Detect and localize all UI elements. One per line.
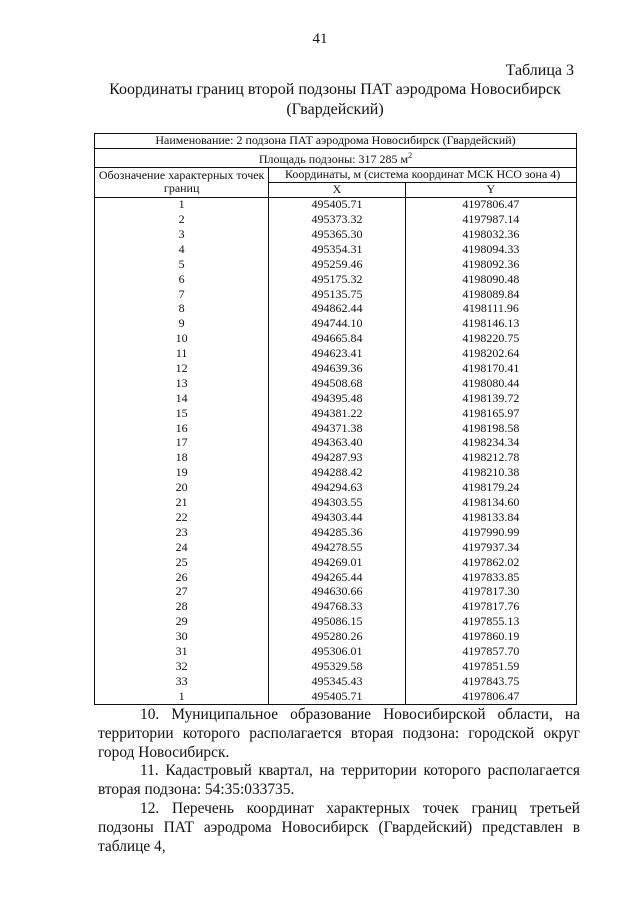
point-number-cell: 19 <box>95 466 269 481</box>
y-coordinate-cell: 4197857.70 <box>405 644 576 659</box>
x-coordinate-cell: 494303.55 <box>269 495 405 510</box>
point-number-cell: 3 <box>95 227 269 242</box>
y-coordinate-cell: 4198146.13 <box>405 317 576 332</box>
table-row <box>95 466 577 481</box>
point-number-cell: 5 <box>95 257 269 272</box>
table-row <box>95 481 577 496</box>
point-number-cell: 1 <box>95 197 269 212</box>
point-number-cell: 24 <box>95 540 269 555</box>
point-number-cell: 4 <box>95 242 269 257</box>
y-coordinate-cell: 4198212.78 <box>405 451 576 466</box>
table-row <box>95 659 577 674</box>
paragraph-12-text: 12. Перечень координат характерных точек границ третьей подзоны ПАТ аэродрома Новосибирск (Гвардейский) представлен в таблице 4, <box>98 800 580 855</box>
point-number-cell: 26 <box>95 570 269 585</box>
x-coordinate-cell: 494278.55 <box>269 540 405 555</box>
table-row <box>95 302 577 317</box>
x-coordinate-cell: 494744.10 <box>269 317 405 332</box>
y-coordinate-cell: 4197862.02 <box>405 555 576 570</box>
x-coordinate-cell: 494363.40 <box>269 436 405 451</box>
table-row <box>95 689 577 704</box>
x-coordinate-cell: 494294.63 <box>269 481 405 496</box>
x-coordinate-cell: 495280.26 <box>269 629 405 644</box>
paragraph-12 <box>98 799 580 856</box>
x-coordinate-cell: 495175.32 <box>269 272 405 287</box>
table-row <box>95 436 577 451</box>
table-row <box>95 272 577 287</box>
point-number-cell: 16 <box>95 421 269 436</box>
y-coordinate-cell: 4198198.58 <box>405 421 576 436</box>
table-row <box>95 317 577 332</box>
x-coordinate-cell: 495373.32 <box>269 212 405 227</box>
x-coordinate-cell: 494862.44 <box>269 302 405 317</box>
table-row <box>95 615 577 630</box>
table-row <box>95 347 577 362</box>
point-number-cell: 6 <box>95 272 269 287</box>
point-number-cell: 14 <box>95 391 269 406</box>
table-row <box>95 629 577 644</box>
table-area-text: Площадь подзоны: 317 285 м <box>258 152 409 166</box>
point-number-cell: 8 <box>95 302 269 317</box>
column-header-points: Обозначение характерных точек границ <box>95 167 269 197</box>
document-title: Координаты границ второй подзоны ПАТ аэродрома Новосибирск (Гвардейский) <box>109 81 561 118</box>
table-row <box>95 406 577 421</box>
x-coordinate-cell: 495086.15 <box>269 615 405 630</box>
x-coordinate-cell: 494265.44 <box>269 570 405 585</box>
point-number-cell: 17 <box>95 436 269 451</box>
x-coordinate-cell: 494508.68 <box>269 376 405 391</box>
x-coordinate-cell: 494623.41 <box>269 347 405 362</box>
point-number-cell: 29 <box>95 615 269 630</box>
point-number-cell: 23 <box>95 525 269 540</box>
point-number-cell: 9 <box>95 317 269 332</box>
x-coordinate-cell: 495405.71 <box>269 689 405 704</box>
y-coordinate-cell: 4197937.34 <box>405 540 576 555</box>
y-coordinate-cell: 4197990.99 <box>405 525 576 540</box>
y-coordinate-cell: 4198032.36 <box>405 227 576 242</box>
point-number-cell: 15 <box>95 406 269 421</box>
point-number-cell: 10 <box>95 332 269 347</box>
x-coordinate-cell: 494381.22 <box>269 406 405 421</box>
y-coordinate-cell: 4198080.44 <box>405 376 576 391</box>
x-coordinate-cell: 495365.30 <box>269 227 405 242</box>
column-header-x: X <box>269 182 405 197</box>
table-row <box>95 585 577 600</box>
y-coordinate-cell: 4197987.14 <box>405 212 576 227</box>
x-coordinate-cell: 494371.38 <box>269 421 405 436</box>
table-row <box>95 525 577 540</box>
x-coordinate-cell: 494287.93 <box>269 451 405 466</box>
x-coordinate-cell: 495306.01 <box>269 644 405 659</box>
y-coordinate-cell: 4197806.47 <box>405 197 576 212</box>
y-coordinate-cell: 4198165.97 <box>405 406 576 421</box>
x-coordinate-cell: 495405.71 <box>269 197 405 212</box>
x-coordinate-cell: 494285.36 <box>269 525 405 540</box>
point-number-cell: 1 <box>95 689 269 704</box>
y-coordinate-cell: 4197817.76 <box>405 600 576 615</box>
table-name-cell: Наименование: 2 подзона ПАТ аэродрома Новосибирск (Гвардейский) <box>95 134 577 149</box>
x-coordinate-cell: 494639.36 <box>269 361 405 376</box>
y-coordinate-cell: 4198134.60 <box>405 495 576 510</box>
page-number: 41 <box>312 31 328 47</box>
point-number-cell: 13 <box>95 376 269 391</box>
table-row <box>95 600 577 615</box>
table-label: Таблица 3 <box>505 62 574 79</box>
point-number-cell: 22 <box>95 510 269 525</box>
table-row <box>95 332 577 347</box>
table-row <box>95 421 577 436</box>
y-coordinate-cell: 4198220.75 <box>405 332 576 347</box>
y-coordinate-cell: 4198170.41 <box>405 361 576 376</box>
y-coordinate-cell: 4197843.75 <box>405 674 576 689</box>
table-row <box>95 376 577 391</box>
y-coordinate-cell: 4198092.36 <box>405 257 576 272</box>
y-coordinate-cell: 4198139.72 <box>405 391 576 406</box>
x-coordinate-cell: 494630.66 <box>269 585 405 600</box>
point-number-cell: 18 <box>95 451 269 466</box>
y-coordinate-cell: 4197851.59 <box>405 659 576 674</box>
point-number-cell: 20 <box>95 481 269 496</box>
table-row <box>95 391 577 406</box>
point-number-cell: 21 <box>95 495 269 510</box>
x-coordinate-cell: 495329.58 <box>269 659 405 674</box>
x-coordinate-cell: 495345.43 <box>269 674 405 689</box>
table-row <box>95 644 577 659</box>
y-coordinate-cell: 4197806.47 <box>405 689 576 704</box>
point-number-cell: 12 <box>95 361 269 376</box>
table-row <box>95 555 577 570</box>
x-coordinate-cell: 495354.31 <box>269 242 405 257</box>
coordinates-table-body <box>95 197 577 704</box>
point-number-cell: 7 <box>95 287 269 302</box>
y-coordinate-cell: 4197833.85 <box>405 570 576 585</box>
table-row <box>95 510 577 525</box>
area-unit-superscript: 2 <box>408 151 413 160</box>
y-coordinate-cell: 4198234.34 <box>405 436 576 451</box>
y-coordinate-cell: 4198111.96 <box>405 302 576 317</box>
table-row <box>95 257 577 272</box>
x-coordinate-cell: 494303.44 <box>269 510 405 525</box>
table-row <box>95 227 577 242</box>
y-coordinate-cell: 4198179.24 <box>405 481 576 496</box>
table-row <box>95 451 577 466</box>
x-coordinate-cell: 494395.48 <box>269 391 405 406</box>
paragraph-10-text: 10. Муниципальное образование Новосибирской области, на территории которого располагается вторая подзона: городской округ город Новосибирск. <box>98 706 580 761</box>
x-coordinate-cell: 494288.42 <box>269 466 405 481</box>
table-row <box>95 674 577 689</box>
point-number-cell: 25 <box>95 555 269 570</box>
y-coordinate-cell: 4197817.30 <box>405 585 576 600</box>
y-coordinate-cell: 4198094.33 <box>405 242 576 257</box>
y-coordinate-cell: 4197855.13 <box>405 615 576 630</box>
y-coordinate-cell: 4198202.64 <box>405 347 576 362</box>
paragraph-11-text: 11. Кадастровый квартал, на территории которого располагается вторая подзона: 54:35:033735. <box>98 762 580 798</box>
table-row <box>95 361 577 376</box>
y-coordinate-cell: 4198210.38 <box>405 466 576 481</box>
x-coordinate-cell: 494768.33 <box>269 600 405 615</box>
y-coordinate-cell: 4198133.84 <box>405 510 576 525</box>
x-coordinate-cell: 495135.75 <box>269 287 405 302</box>
column-header-coordinates: Координаты, м (система координат МСК НСО зона 4) <box>269 167 577 182</box>
table-row <box>95 212 577 227</box>
table-row <box>95 495 577 510</box>
point-number-cell: 2 <box>95 212 269 227</box>
x-coordinate-cell: 494269.01 <box>269 555 405 570</box>
table-area-cell <box>95 149 577 168</box>
y-coordinate-cell: 4198090.48 <box>405 272 576 287</box>
coordinates-table <box>94 133 577 705</box>
table-row <box>95 540 577 555</box>
point-number-cell: 27 <box>95 585 269 600</box>
paragraph-11 <box>98 761 580 799</box>
point-number-cell: 28 <box>95 600 269 615</box>
point-number-cell: 30 <box>95 629 269 644</box>
table-row <box>95 197 577 212</box>
x-coordinate-cell: 494665.84 <box>269 332 405 347</box>
y-coordinate-cell: 4198089.84 <box>405 287 576 302</box>
paragraph-10 <box>98 705 580 762</box>
point-number-cell: 32 <box>95 659 269 674</box>
y-coordinate-cell: 4197860.19 <box>405 629 576 644</box>
table-row <box>95 242 577 257</box>
point-number-cell: 11 <box>95 347 269 362</box>
point-number-cell: 33 <box>95 674 269 689</box>
x-coordinate-cell: 495259.46 <box>269 257 405 272</box>
table-row <box>95 570 577 585</box>
table-row <box>95 287 577 302</box>
point-number-cell: 31 <box>95 644 269 659</box>
column-header-y: Y <box>405 182 576 197</box>
